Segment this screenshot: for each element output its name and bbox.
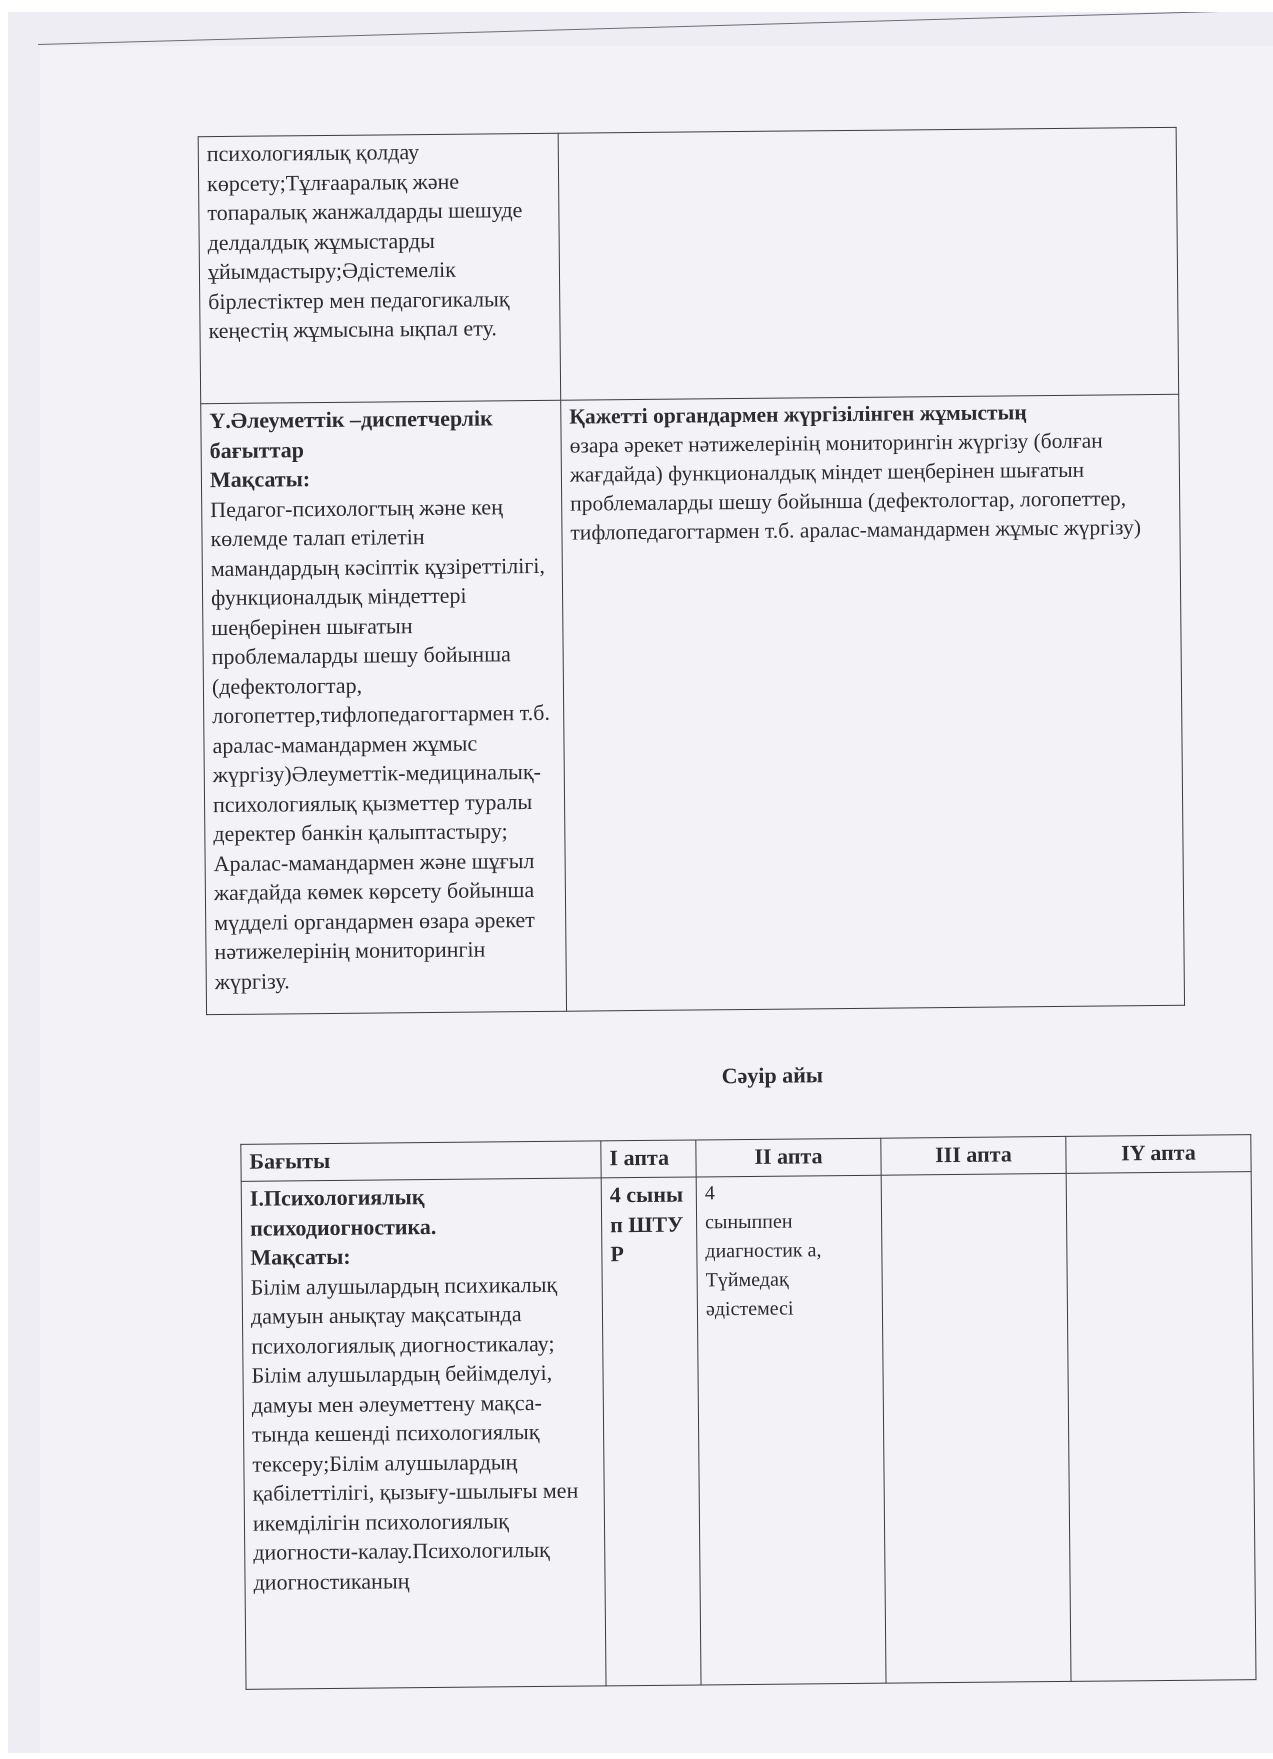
direction-body: Білім алушылардың психикалық дамуын анықтау мақсатында психологиялық диогностикалау; Білім алушылардың бейімделуі, дамуы мен әлеуметтену мақса-тында кешенді психологиялық тексеру;Білім алушылардың қабілеттілігі, қызығу-шылығы мен икемділігін психологиялық диогности-калау.Психологилық диогностиканың: [250, 1271, 579, 1595]
direction-cell: [198, 133, 561, 403]
direction-title: Ү.Әлеуметтік –диспетчерлік бағыттар: [209, 405, 493, 463]
direction-body: Педагог-психологтың және кең көлемде талап етілетін мамандардың кәсіптік құзіреттілігі, функционалдық міндеттері шеңберінен шығатын проблемаларды шешу бойынша (дефектологтар, логопеттер,тифлопедагогтармен т.б. аралас-мамандармен жұмыс жүргізу)Әлеуметтік-медициналық-психологиялық қызметтер туралы деректер банкін қалыптастыру; Аралас-мамандармен және шұғыл жағдайда көмек көрсету бойынша мүдделі органдармен өзара әрекет нәтижелерінің мониторингін жүргізу.: [210, 493, 551, 994]
week-2-text: сыныппен диагностик а, Түймедақ әдістемесі: [704, 1210, 822, 1321]
table-row: [198, 127, 1179, 403]
month-title: Сәуір айы: [721, 1062, 824, 1089]
direction-title: І.Психологиялық психодиогностика.: [249, 1184, 437, 1241]
monthly-plan-table: [240, 1134, 1256, 1690]
goal-label: Мақсаты:: [250, 1243, 351, 1270]
direction-cell: [241, 1178, 606, 1689]
activity-body: өзара әрекет нәтижелерінің мониторингін жүргізу (болған жағдайда) функционалдық міндет шеңберінен шығатын проблемаларды шешу бойынша (дефектологтар, логопеттер, тифлопедагогтармен т.б. аралас-мамандармен жұмыс жүргізу): [569, 428, 1142, 545]
goal-label: Мақсаты:: [209, 466, 311, 493]
header-week-3: ІІІ апта: [881, 1136, 1066, 1175]
direction-cell: [201, 400, 567, 1014]
week-2-number: 4: [704, 1182, 715, 1205]
activity-title: Қажетті органдармен жүргізілінген жұмыстың: [569, 400, 1027, 429]
header-week-4: ІY апта: [1066, 1135, 1251, 1174]
week-2-cell: [696, 1175, 886, 1685]
table-row: [201, 394, 1185, 1014]
week-1-cell: [601, 1177, 701, 1686]
direction-text: психологиялық қолдау көрсету;Тұлғааралық және топаралық жанжалдарды шешуде делдалдық жұмыстарды ұйымдастыру;Әдістемелік бірлестіктер мен педагогикалық кеңестің жұмысына ықпал ету.: [206, 139, 523, 344]
week-3-cell: [881, 1173, 1071, 1683]
table-row: [241, 1172, 1256, 1690]
activity-cell: [558, 127, 1179, 400]
activity-cell: [561, 394, 1185, 1011]
week-1-text: 4 сыны п ШТУ Р: [609, 1181, 684, 1267]
header-direction: Бағыты: [241, 1141, 601, 1181]
header-week-2: ІІ апта: [696, 1138, 881, 1177]
week-4-cell: [1066, 1172, 1256, 1682]
directions-table-continued: [198, 127, 1185, 1015]
header-week-1: І апта: [601, 1140, 696, 1178]
